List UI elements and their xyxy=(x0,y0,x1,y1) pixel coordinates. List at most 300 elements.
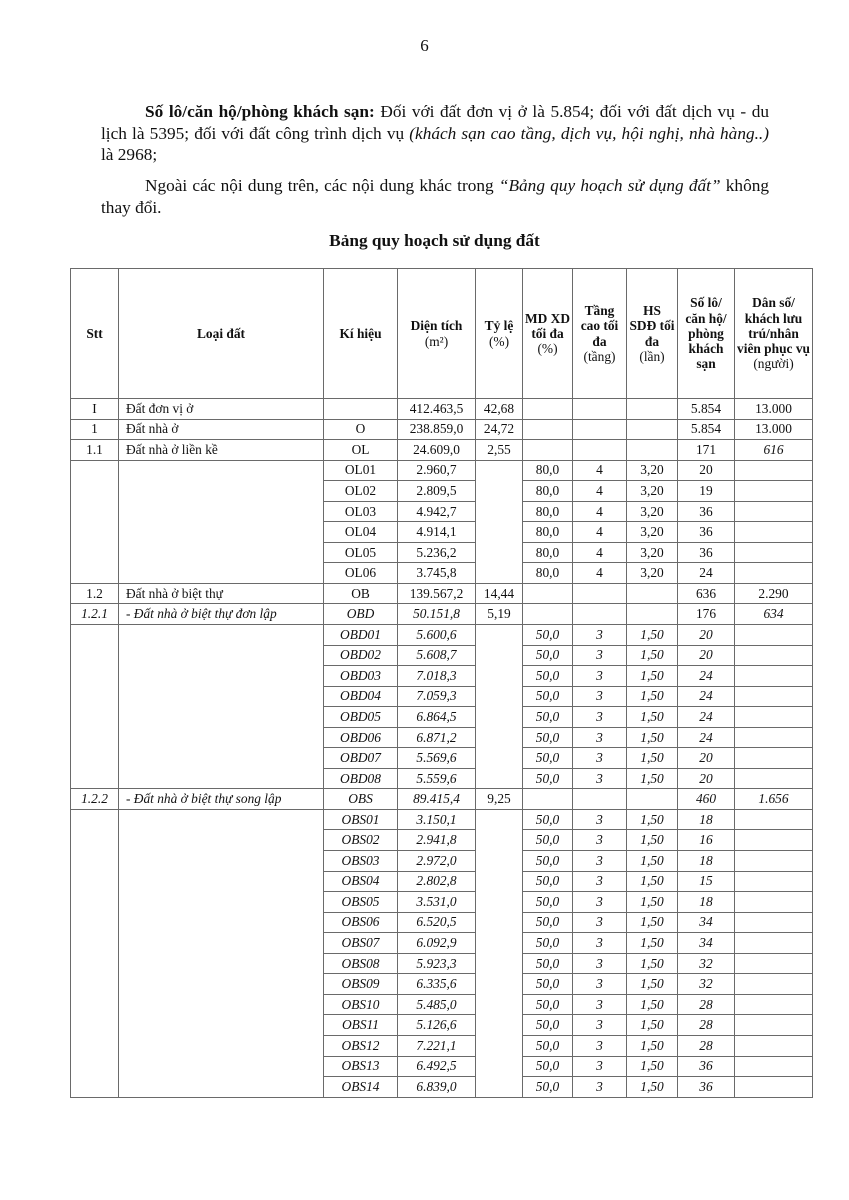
cell-ki-hieu: O xyxy=(324,419,398,440)
cell-dien-tich: 24.609,0 xyxy=(398,440,476,461)
cell-dien-tich: 89.415,4 xyxy=(398,789,476,810)
cell-md-xd: 80,0 xyxy=(523,563,573,584)
paragraph-italic: “Bảng quy hoạch sử dụng đất” xyxy=(498,176,721,195)
cell-hs-sdd: 3,20 xyxy=(627,460,678,481)
cell-md-xd: 50,0 xyxy=(523,974,573,995)
cell-so-lo: 32 xyxy=(678,974,735,995)
cell-md-xd: 50,0 xyxy=(523,851,573,872)
header-unit: (tầng) xyxy=(583,348,616,364)
cell-so-lo: 5.854 xyxy=(678,419,735,440)
cell-md-xd xyxy=(523,583,573,604)
cell-hs-sdd: 3,20 xyxy=(627,481,678,502)
cell-tang-cao: 3 xyxy=(573,686,627,707)
cell-ki-hieu: OBS14 xyxy=(324,1077,398,1098)
cell-dan-so xyxy=(735,768,813,789)
cell-ki-hieu: OBS03 xyxy=(324,851,398,872)
cell-so-lo: 20 xyxy=(678,645,735,666)
cell-dan-so xyxy=(735,871,813,892)
cell-md-xd xyxy=(523,399,573,420)
cell-tang-cao: 4 xyxy=(573,563,627,584)
cell-md-xd: 50,0 xyxy=(523,994,573,1015)
cell-hs-sdd: 1,50 xyxy=(627,666,678,687)
cell-dan-so xyxy=(735,974,813,995)
cell-stt: 1.1 xyxy=(71,440,119,461)
table-row-lot xyxy=(71,809,813,830)
cell-ty-le-merged xyxy=(476,809,523,1097)
paragraph-unchanged-note xyxy=(101,175,769,218)
land-use-table xyxy=(70,268,813,1098)
cell-dien-tich: 5.600,6 xyxy=(398,625,476,646)
cell-md-xd: 50,0 xyxy=(523,953,573,974)
cell-so-lo: 20 xyxy=(678,460,735,481)
cell-so-lo: 36 xyxy=(678,522,735,543)
cell-so-lo: 34 xyxy=(678,912,735,933)
cell-so-lo: 19 xyxy=(678,481,735,502)
cell-ki-hieu: OBS13 xyxy=(324,1056,398,1077)
cell-hs-sdd: 1,50 xyxy=(627,974,678,995)
cell-ki-hieu: OL05 xyxy=(324,542,398,563)
cell-dien-tich: 5.559,6 xyxy=(398,768,476,789)
header-dien-tich xyxy=(398,269,476,399)
cell-hs-sdd: 1,50 xyxy=(627,1077,678,1098)
cell-tang-cao: 3 xyxy=(573,871,627,892)
cell-md-xd: 50,0 xyxy=(523,666,573,687)
cell-so-lo: 24 xyxy=(678,563,735,584)
cell-ki-hieu: OBD04 xyxy=(324,686,398,707)
header-hs-sdd xyxy=(627,269,678,399)
cell-dien-tich: 7.221,1 xyxy=(398,1035,476,1056)
cell-dien-tich: 6.492,5 xyxy=(398,1056,476,1077)
cell-tang-cao: 3 xyxy=(573,809,627,830)
cell-ki-hieu: OBD xyxy=(324,604,398,625)
cell-hs-sdd: 3,20 xyxy=(627,501,678,522)
cell-so-lo: 36 xyxy=(678,1056,735,1077)
cell-hs-sdd: 1,50 xyxy=(627,933,678,954)
cell-hs-sdd xyxy=(627,419,678,440)
cell-stt-merged xyxy=(71,460,119,583)
cell-dien-tich: 3.531,0 xyxy=(398,892,476,913)
cell-md-xd: 80,0 xyxy=(523,460,573,481)
cell-ki-hieu: OBS10 xyxy=(324,994,398,1015)
cell-so-lo: 176 xyxy=(678,604,735,625)
cell-ty-le: 5,19 xyxy=(476,604,523,625)
cell-md-xd: 50,0 xyxy=(523,809,573,830)
cell-dien-tich: 6.871,2 xyxy=(398,727,476,748)
cell-tang-cao xyxy=(573,440,627,461)
cell-so-lo: 32 xyxy=(678,953,735,974)
paragraph-italic: (khách sạn cao tầng, dịch vụ, hội nghị, nhà hàng..) xyxy=(409,123,769,143)
cell-tang-cao: 4 xyxy=(573,501,627,522)
cell-md-xd: 50,0 xyxy=(523,1035,573,1056)
cell-hs-sdd: 1,50 xyxy=(627,809,678,830)
cell-hs-sdd: 3,20 xyxy=(627,542,678,563)
cell-hs-sdd: 1,50 xyxy=(627,1035,678,1056)
cell-tang-cao: 4 xyxy=(573,542,627,563)
cell-dien-tich: 50.151,8 xyxy=(398,604,476,625)
cell-dien-tich: 139.567,2 xyxy=(398,583,476,604)
cell-dan-so xyxy=(735,707,813,728)
cell-hs-sdd: 1,50 xyxy=(627,871,678,892)
cell-tang-cao: 3 xyxy=(573,912,627,933)
cell-dien-tich: 6.864,5 xyxy=(398,707,476,728)
cell-so-lo: 36 xyxy=(678,1077,735,1098)
cell-hs-sdd xyxy=(627,789,678,810)
paragraph-lot-counts xyxy=(101,101,769,166)
cell-dan-so xyxy=(735,666,813,687)
cell-dien-tich: 5.608,7 xyxy=(398,645,476,666)
cell-hs-sdd: 1,50 xyxy=(627,830,678,851)
cell-dien-tich: 412.463,5 xyxy=(398,399,476,420)
cell-dan-so xyxy=(735,501,813,522)
cell-so-lo: 20 xyxy=(678,748,735,769)
header-tang-cao xyxy=(573,269,627,399)
header-ki-hieu: Kí hiệu xyxy=(324,269,398,399)
cell-loai-dat: Đất nhà ở liền kề xyxy=(119,440,324,461)
cell-tang-cao: 3 xyxy=(573,851,627,872)
header-md-xd xyxy=(523,269,573,399)
cell-ki-hieu: OBD02 xyxy=(324,645,398,666)
cell-stt-merged xyxy=(71,625,119,789)
cell-stt: I xyxy=(71,399,119,420)
table-row-group-1-1 xyxy=(71,440,813,461)
cell-tang-cao: 3 xyxy=(573,994,627,1015)
paragraph-text: là 2968; xyxy=(101,145,158,164)
cell-so-lo: 5.854 xyxy=(678,399,735,420)
cell-so-lo: 15 xyxy=(678,871,735,892)
cell-ty-le-merged xyxy=(476,460,523,583)
table-title: Bảng quy hoạch sử dụng đất xyxy=(329,231,540,250)
cell-dan-so xyxy=(735,748,813,769)
cell-dan-so xyxy=(735,481,813,502)
cell-tang-cao: 3 xyxy=(573,1035,627,1056)
table-row-group-1 xyxy=(71,419,813,440)
cell-tang-cao: 3 xyxy=(573,645,627,666)
cell-md-xd: 50,0 xyxy=(523,1056,573,1077)
cell-ki-hieu xyxy=(324,399,398,420)
cell-hs-sdd: 1,50 xyxy=(627,686,678,707)
cell-md-xd: 50,0 xyxy=(523,748,573,769)
cell-md-xd: 50,0 xyxy=(523,727,573,748)
cell-stt: 1.2.2 xyxy=(71,789,119,810)
cell-md-xd xyxy=(523,419,573,440)
cell-hs-sdd: 1,50 xyxy=(627,625,678,646)
cell-so-lo: 24 xyxy=(678,707,735,728)
cell-so-lo: 28 xyxy=(678,1035,735,1056)
cell-dien-tich: 3.150,1 xyxy=(398,809,476,830)
cell-loai-dat-merged xyxy=(119,809,324,1097)
page-number: 6 xyxy=(420,36,429,55)
cell-tang-cao: 3 xyxy=(573,707,627,728)
cell-so-lo: 171 xyxy=(678,440,735,461)
cell-so-lo: 636 xyxy=(678,583,735,604)
cell-md-xd: 50,0 xyxy=(523,933,573,954)
cell-md-xd: 50,0 xyxy=(523,645,573,666)
cell-ty-le: 14,44 xyxy=(476,583,523,604)
header-so-lo: Số lô/ căn hộ/ phòng khách sạn xyxy=(678,269,735,399)
cell-dan-so: 634 xyxy=(735,604,813,625)
cell-so-lo: 36 xyxy=(678,501,735,522)
cell-hs-sdd: 1,50 xyxy=(627,953,678,974)
cell-ty-le: 9,25 xyxy=(476,789,523,810)
cell-ki-hieu: OBS01 xyxy=(324,809,398,830)
cell-dan-so xyxy=(735,830,813,851)
cell-dan-so xyxy=(735,912,813,933)
cell-hs-sdd xyxy=(627,583,678,604)
cell-ki-hieu: OBS11 xyxy=(324,1015,398,1036)
cell-ki-hieu: OBS09 xyxy=(324,974,398,995)
cell-loai-dat: Đất đơn vị ở xyxy=(119,399,324,420)
cell-so-lo: 18 xyxy=(678,851,735,872)
cell-dan-so xyxy=(735,953,813,974)
cell-tang-cao: 3 xyxy=(573,933,627,954)
cell-hs-sdd: 3,20 xyxy=(627,522,678,543)
cell-so-lo: 16 xyxy=(678,830,735,851)
cell-dien-tich: 2.809,5 xyxy=(398,481,476,502)
cell-dan-so xyxy=(735,686,813,707)
cell-tang-cao xyxy=(573,789,627,810)
cell-md-xd: 50,0 xyxy=(523,1015,573,1036)
cell-tang-cao xyxy=(573,399,627,420)
cell-ty-le: 24,72 xyxy=(476,419,523,440)
table-row-group-1-2-2 xyxy=(71,789,813,810)
cell-md-xd: 50,0 xyxy=(523,707,573,728)
cell-dien-tich: 6.839,0 xyxy=(398,1077,476,1098)
cell-ki-hieu: OBD06 xyxy=(324,727,398,748)
cell-tang-cao xyxy=(573,419,627,440)
cell-dan-so xyxy=(735,994,813,1015)
cell-md-xd: 50,0 xyxy=(523,912,573,933)
cell-tang-cao: 3 xyxy=(573,666,627,687)
cell-dan-so xyxy=(735,1077,813,1098)
cell-md-xd: 50,0 xyxy=(523,871,573,892)
cell-md-xd: 80,0 xyxy=(523,501,573,522)
cell-dan-so: 616 xyxy=(735,440,813,461)
cell-so-lo: 18 xyxy=(678,809,735,830)
header-unit: (%) xyxy=(488,333,510,349)
paragraph-text: Ngoài các nội dung trên, các nội dung khác trong xyxy=(145,176,499,195)
cell-md-xd: 50,0 xyxy=(523,768,573,789)
cell-dan-so xyxy=(735,460,813,481)
cell-dien-tich: 6.092,9 xyxy=(398,933,476,954)
header-unit: (người) xyxy=(753,356,794,372)
cell-tang-cao: 3 xyxy=(573,830,627,851)
cell-loai-dat: - Đất nhà ở biệt thự đơn lập xyxy=(119,604,324,625)
cell-dien-tich: 7.018,3 xyxy=(398,666,476,687)
cell-so-lo: 18 xyxy=(678,892,735,913)
cell-dan-so xyxy=(735,542,813,563)
cell-tang-cao: 3 xyxy=(573,1015,627,1036)
cell-tang-cao: 4 xyxy=(573,522,627,543)
cell-tang-cao: 3 xyxy=(573,953,627,974)
header-label: Tỷ lệ xyxy=(484,318,514,334)
table-row-group-1-2 xyxy=(71,583,813,604)
cell-md-xd: 50,0 xyxy=(523,686,573,707)
cell-dien-tich: 5.485,0 xyxy=(398,994,476,1015)
header-dan-so xyxy=(735,269,813,399)
cell-tang-cao: 3 xyxy=(573,727,627,748)
cell-ki-hieu: OBD03 xyxy=(324,666,398,687)
cell-so-lo: 24 xyxy=(678,727,735,748)
cell-ki-hieu: OBS06 xyxy=(324,912,398,933)
cell-so-lo: 28 xyxy=(678,1015,735,1036)
cell-dien-tich: 5.126,6 xyxy=(398,1015,476,1036)
cell-dien-tich: 4.914,1 xyxy=(398,522,476,543)
cell-dan-so xyxy=(735,645,813,666)
cell-hs-sdd: 1,50 xyxy=(627,707,678,728)
table-row-group-I xyxy=(71,399,813,420)
cell-ki-hieu: OL03 xyxy=(324,501,398,522)
cell-dien-tich: 5.569,6 xyxy=(398,748,476,769)
cell-so-lo: 460 xyxy=(678,789,735,810)
cell-stt: 1.2 xyxy=(71,583,119,604)
cell-tang-cao xyxy=(573,583,627,604)
table-row-lot xyxy=(71,625,813,646)
header-label: MD XD tối đa xyxy=(525,310,570,341)
cell-dien-tich: 7.059,3 xyxy=(398,686,476,707)
header-label: Dân số/ khách lưu trú/nhân viên phục vụ xyxy=(737,295,810,357)
cell-tang-cao: 3 xyxy=(573,892,627,913)
cell-tang-cao: 3 xyxy=(573,1056,627,1077)
cell-dien-tich: 2.802,8 xyxy=(398,871,476,892)
cell-tang-cao: 3 xyxy=(573,768,627,789)
cell-md-xd xyxy=(523,440,573,461)
cell-dan-so xyxy=(735,625,813,646)
cell-dan-so xyxy=(735,563,813,584)
cell-dan-so: 13.000 xyxy=(735,419,813,440)
cell-ki-hieu: OL06 xyxy=(324,563,398,584)
cell-dan-so: 13.000 xyxy=(735,399,813,420)
cell-dien-tich: 2.941,8 xyxy=(398,830,476,851)
cell-tang-cao: 3 xyxy=(573,1077,627,1098)
paragraph-lead: Số lô/căn hộ/phòng khách sạn: xyxy=(145,102,375,121)
cell-ki-hieu: OL04 xyxy=(324,522,398,543)
cell-loai-dat: Đất nhà ở xyxy=(119,419,324,440)
header-stt: Stt xyxy=(71,269,119,399)
header-label: HS SDĐ tối đa xyxy=(629,302,675,349)
cell-ki-hieu: OBD07 xyxy=(324,748,398,769)
cell-ki-hieu: OBS xyxy=(324,789,398,810)
cell-ki-hieu: OBS07 xyxy=(324,933,398,954)
header-label: Tầng cao tối đa xyxy=(580,302,619,349)
cell-dien-tich: 238.859,0 xyxy=(398,419,476,440)
cell-hs-sdd: 1,50 xyxy=(627,1056,678,1077)
cell-loai-dat: Đất nhà ở biệt thự xyxy=(119,583,324,604)
cell-stt: 1 xyxy=(71,419,119,440)
cell-loai-dat: - Đất nhà ở biệt thự song lập xyxy=(119,789,324,810)
cell-dan-so xyxy=(735,933,813,954)
cell-so-lo: 24 xyxy=(678,686,735,707)
cell-ki-hieu: OBD01 xyxy=(324,625,398,646)
cell-dan-so xyxy=(735,851,813,872)
cell-stt: 1.2.1 xyxy=(71,604,119,625)
cell-ki-hieu: OB xyxy=(324,583,398,604)
cell-dien-tich: 2.960,7 xyxy=(398,460,476,481)
cell-md-xd: 80,0 xyxy=(523,481,573,502)
cell-dan-so xyxy=(735,727,813,748)
cell-hs-sdd xyxy=(627,440,678,461)
cell-md-xd: 80,0 xyxy=(523,522,573,543)
cell-so-lo: 28 xyxy=(678,994,735,1015)
paragraph-text: không thay đổi. xyxy=(101,176,769,217)
table-row-lot xyxy=(71,460,813,481)
cell-ty-le: 42,68 xyxy=(476,399,523,420)
cell-so-lo: 24 xyxy=(678,666,735,687)
cell-hs-sdd xyxy=(627,399,678,420)
cell-ki-hieu: OBS12 xyxy=(324,1035,398,1056)
cell-tang-cao: 3 xyxy=(573,625,627,646)
cell-tang-cao: 3 xyxy=(573,748,627,769)
cell-dien-tich: 2.972,0 xyxy=(398,851,476,872)
cell-md-xd xyxy=(523,604,573,625)
cell-ki-hieu: OBS04 xyxy=(324,871,398,892)
cell-dan-so: 2.290 xyxy=(735,583,813,604)
cell-dan-so xyxy=(735,892,813,913)
table-header-row xyxy=(71,269,813,399)
cell-dien-tich: 5.923,3 xyxy=(398,953,476,974)
cell-ki-hieu: OL02 xyxy=(324,481,398,502)
cell-hs-sdd xyxy=(627,604,678,625)
cell-ty-le: 2,55 xyxy=(476,440,523,461)
cell-tang-cao: 4 xyxy=(573,460,627,481)
cell-so-lo: 34 xyxy=(678,933,735,954)
cell-dan-so: 1.656 xyxy=(735,789,813,810)
cell-hs-sdd: 1,50 xyxy=(627,1015,678,1036)
cell-md-xd: 50,0 xyxy=(523,1077,573,1098)
cell-dien-tich: 6.520,5 xyxy=(398,912,476,933)
cell-dien-tich: 5.236,2 xyxy=(398,542,476,563)
header-loai-dat: Loại đất xyxy=(119,269,324,399)
cell-md-xd xyxy=(523,789,573,810)
cell-dan-so xyxy=(735,1035,813,1056)
cell-ki-hieu: OBD08 xyxy=(324,768,398,789)
cell-loai-dat-merged xyxy=(119,625,324,789)
cell-md-xd: 50,0 xyxy=(523,892,573,913)
cell-md-xd: 80,0 xyxy=(523,542,573,563)
header-unit: (%) xyxy=(537,341,558,357)
cell-tang-cao: 4 xyxy=(573,481,627,502)
cell-hs-sdd: 1,50 xyxy=(627,912,678,933)
cell-loai-dat-merged xyxy=(119,460,324,583)
cell-ki-hieu: OL xyxy=(324,440,398,461)
paragraph-text: Đối với đất đơn vị ở là 5.854; đối với đất dịch vụ - du lịch là 5395; đối với đất công trình dịch vụ xyxy=(101,102,769,143)
cell-dien-tich: 6.335,6 xyxy=(398,974,476,995)
header-ty-le xyxy=(476,269,523,399)
cell-md-xd: 50,0 xyxy=(523,625,573,646)
header-unit: (m²) xyxy=(424,333,449,349)
cell-so-lo: 20 xyxy=(678,625,735,646)
cell-md-xd: 50,0 xyxy=(523,830,573,851)
cell-ty-le-merged xyxy=(476,625,523,789)
cell-hs-sdd: 1,50 xyxy=(627,892,678,913)
cell-tang-cao xyxy=(573,604,627,625)
cell-ki-hieu: OL01 xyxy=(324,460,398,481)
cell-hs-sdd: 1,50 xyxy=(627,994,678,1015)
cell-dan-so xyxy=(735,522,813,543)
cell-so-lo: 36 xyxy=(678,542,735,563)
cell-dien-tich: 4.942,7 xyxy=(398,501,476,522)
cell-tang-cao: 3 xyxy=(573,974,627,995)
header-label: Diện tích xyxy=(410,318,463,334)
cell-hs-sdd: 1,50 xyxy=(627,851,678,872)
cell-hs-sdd: 3,20 xyxy=(627,563,678,584)
cell-hs-sdd: 1,50 xyxy=(627,768,678,789)
cell-ki-hieu: OBS02 xyxy=(324,830,398,851)
cell-ki-hieu: OBS05 xyxy=(324,892,398,913)
cell-hs-sdd: 1,50 xyxy=(627,645,678,666)
cell-hs-sdd: 1,50 xyxy=(627,748,678,769)
cell-hs-sdd: 1,50 xyxy=(627,727,678,748)
header-unit: (lần) xyxy=(639,348,665,364)
